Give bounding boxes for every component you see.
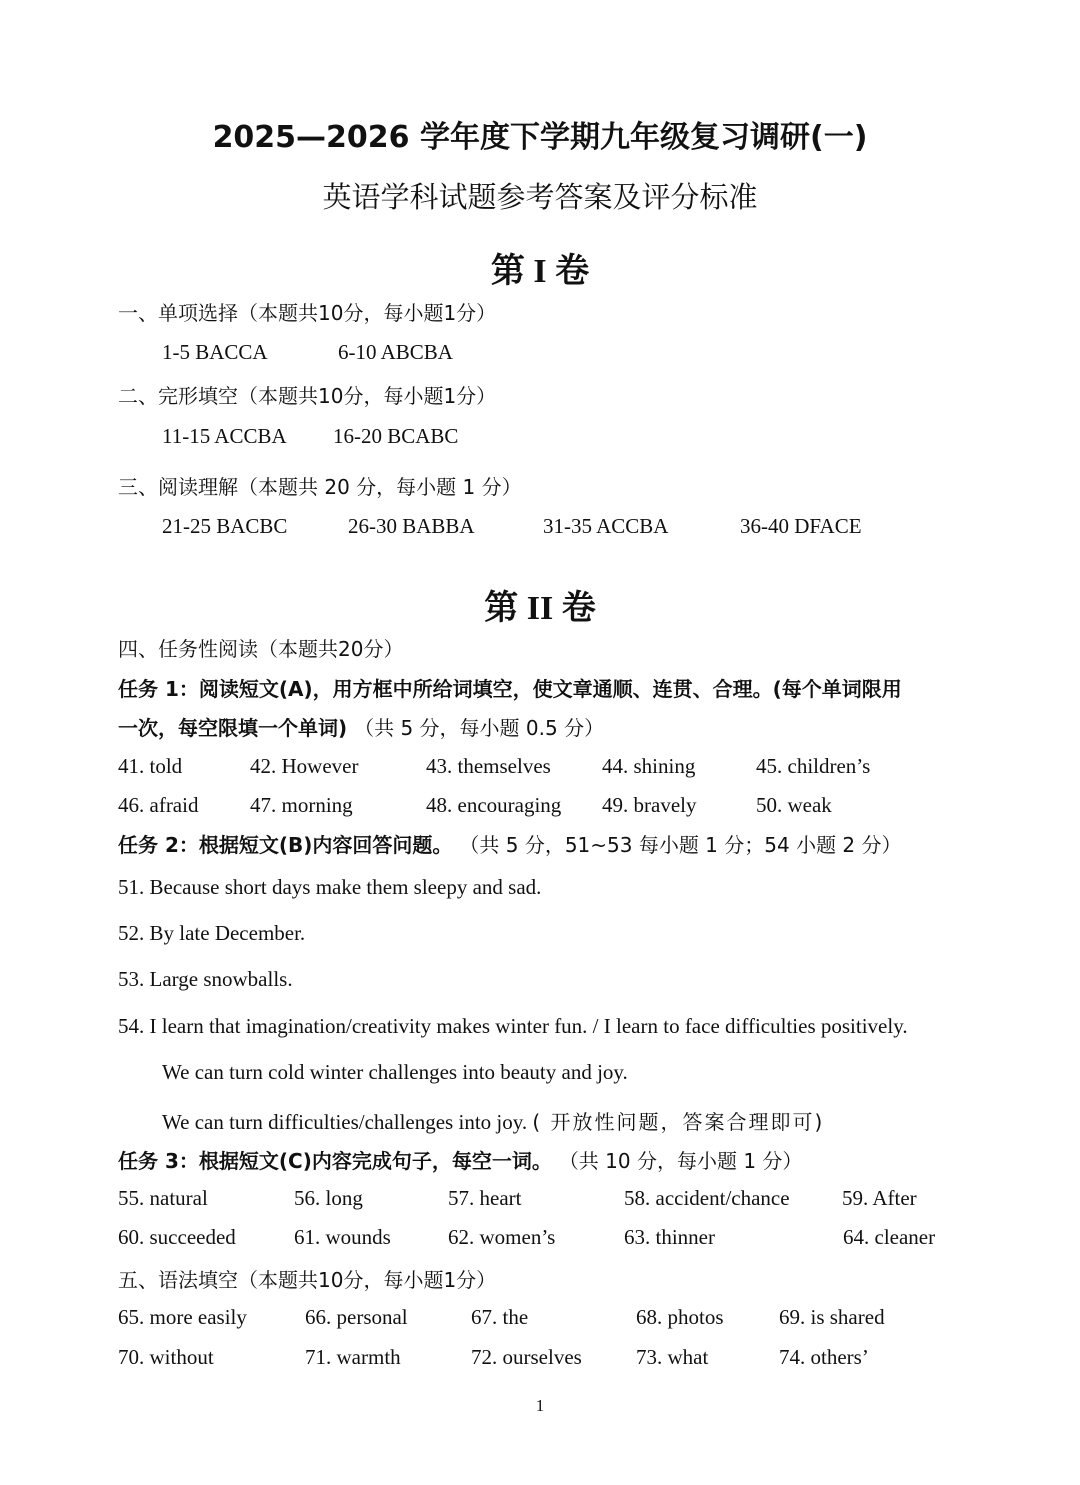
answer-item: 66. personal bbox=[305, 1305, 408, 1329]
answer-item: 41. told bbox=[118, 754, 183, 778]
answer-item: 47. morning bbox=[250, 793, 353, 817]
answer-52: 52. By late December. bbox=[118, 921, 306, 945]
volume-2-title: 第 II 卷 bbox=[484, 590, 596, 627]
answer-item: 74. others’ bbox=[779, 1345, 869, 1369]
task-2-heading: 任务 2：根据短文(B)内容回答问题。 bbox=[118, 833, 453, 857]
answer-item: 59. After bbox=[842, 1186, 917, 1210]
answer-54-note: ( 开放性问题，答案合理即可) bbox=[532, 1110, 825, 1134]
answer-51: 51. Because short days make them sleepy and sad. bbox=[118, 875, 542, 899]
answer-item: 43. themselves bbox=[426, 754, 551, 778]
answer-item: 31-35 ACCBA bbox=[543, 514, 669, 538]
answer-item: 65. more easily bbox=[118, 1305, 247, 1329]
answer-item: 57. heart bbox=[448, 1186, 522, 1210]
section-2-heading: 二、完形填空（本题共10分，每小题1分） bbox=[118, 384, 497, 408]
answer-item: 62. women’s bbox=[448, 1225, 556, 1249]
answer-item: 55. natural bbox=[118, 1186, 208, 1210]
answer-53: 53. Large snowballs. bbox=[118, 967, 293, 991]
answer-item: 1-5 BACCA bbox=[162, 340, 268, 364]
task-3-heading: 任务 3：根据短文(C)内容完成句子，每空一词。 bbox=[118, 1149, 552, 1173]
answer-item: 36-40 DFACE bbox=[740, 514, 862, 538]
answer-item: 70. without bbox=[118, 1345, 214, 1369]
answer-item: 71. warmth bbox=[305, 1345, 401, 1369]
task-3-score: （共 10 分，每小题 1 分） bbox=[558, 1149, 803, 1173]
answer-item: 61. wounds bbox=[294, 1225, 391, 1249]
document-title: 2025—2026 学年度下学期九年级复习调研(一) bbox=[212, 120, 868, 155]
answer-item: 67. the bbox=[471, 1305, 529, 1329]
task-2-score: （共 5 分，51~53 每小题 1 分；54 小题 2 分） bbox=[459, 833, 902, 857]
answer-54-line3 bbox=[162, 1106, 824, 1135]
answer-item: 73. what bbox=[636, 1345, 709, 1369]
answer-item: 11-15 ACCBA bbox=[162, 424, 287, 448]
answer-item: 60. succeeded bbox=[118, 1225, 236, 1249]
answer-item: 50. weak bbox=[756, 793, 832, 817]
section-5-heading: 五、语法填空（本题共10分，每小题1分） bbox=[118, 1268, 497, 1292]
answer-item: 16-20 BCABC bbox=[333, 424, 459, 448]
answer-item: 49. bravely bbox=[602, 793, 697, 817]
answer-item: 72. ourselves bbox=[471, 1345, 582, 1369]
task-1-instruction-line1: 任务 1：阅读短文(A)，用方框中所给词填空，使文章通顺、连贯、合理。(每个单词限用 bbox=[118, 677, 902, 701]
answer-54-text: We can turn difficulties/challenges into joy. bbox=[162, 1110, 528, 1134]
answer-item: 69. is shared bbox=[779, 1305, 885, 1329]
answer-54-line2: We can turn cold winter challenges into beauty and joy. bbox=[162, 1060, 628, 1084]
answer-item: 48. encouraging bbox=[426, 793, 562, 817]
answer-item: 6-10 ABCBA bbox=[338, 340, 453, 364]
section-1-heading: 一、单项选择（本题共10分，每小题1分） bbox=[118, 301, 497, 325]
task-1-instruction-text: 一次，每空限填一个单词) bbox=[118, 716, 348, 740]
answer-item: 21-25 BACBC bbox=[162, 514, 288, 538]
section-3-heading: 三、阅读理解（本题共 20 分，每小题 1 分） bbox=[118, 475, 522, 499]
answer-item: 46. afraid bbox=[118, 793, 199, 817]
answer-item: 26-30 BABBA bbox=[348, 514, 475, 538]
answer-item: 42. However bbox=[250, 754, 359, 778]
answer-item: 68. photos bbox=[636, 1305, 724, 1329]
document-subtitle: 英语学科试题参考答案及评分标准 bbox=[322, 180, 758, 214]
answer-54-line1: 54. I learn that imagination/creativity makes winter fun. / I learn to face difficulties positively. bbox=[118, 1014, 908, 1038]
task-1-score: （共 5 分，每小题 0.5 分） bbox=[354, 716, 605, 740]
section-4-heading: 四、任务性阅读（本题共20分） bbox=[118, 637, 404, 661]
page-number: 1 bbox=[535, 1396, 545, 1415]
answer-item: 56. long bbox=[294, 1186, 363, 1210]
answer-item: 45. children’s bbox=[756, 754, 871, 778]
answer-item: 64. cleaner bbox=[843, 1225, 936, 1249]
task-1-instruction-line2 bbox=[118, 712, 604, 741]
answer-item: 58. accident/chance bbox=[624, 1186, 790, 1210]
answer-item: 63. thinner bbox=[624, 1225, 715, 1249]
task-3-instruction bbox=[118, 1145, 802, 1174]
volume-1-title: 第 I 卷 bbox=[490, 253, 590, 290]
task-2-instruction bbox=[118, 829, 902, 858]
answer-item: 44. shining bbox=[602, 754, 696, 778]
